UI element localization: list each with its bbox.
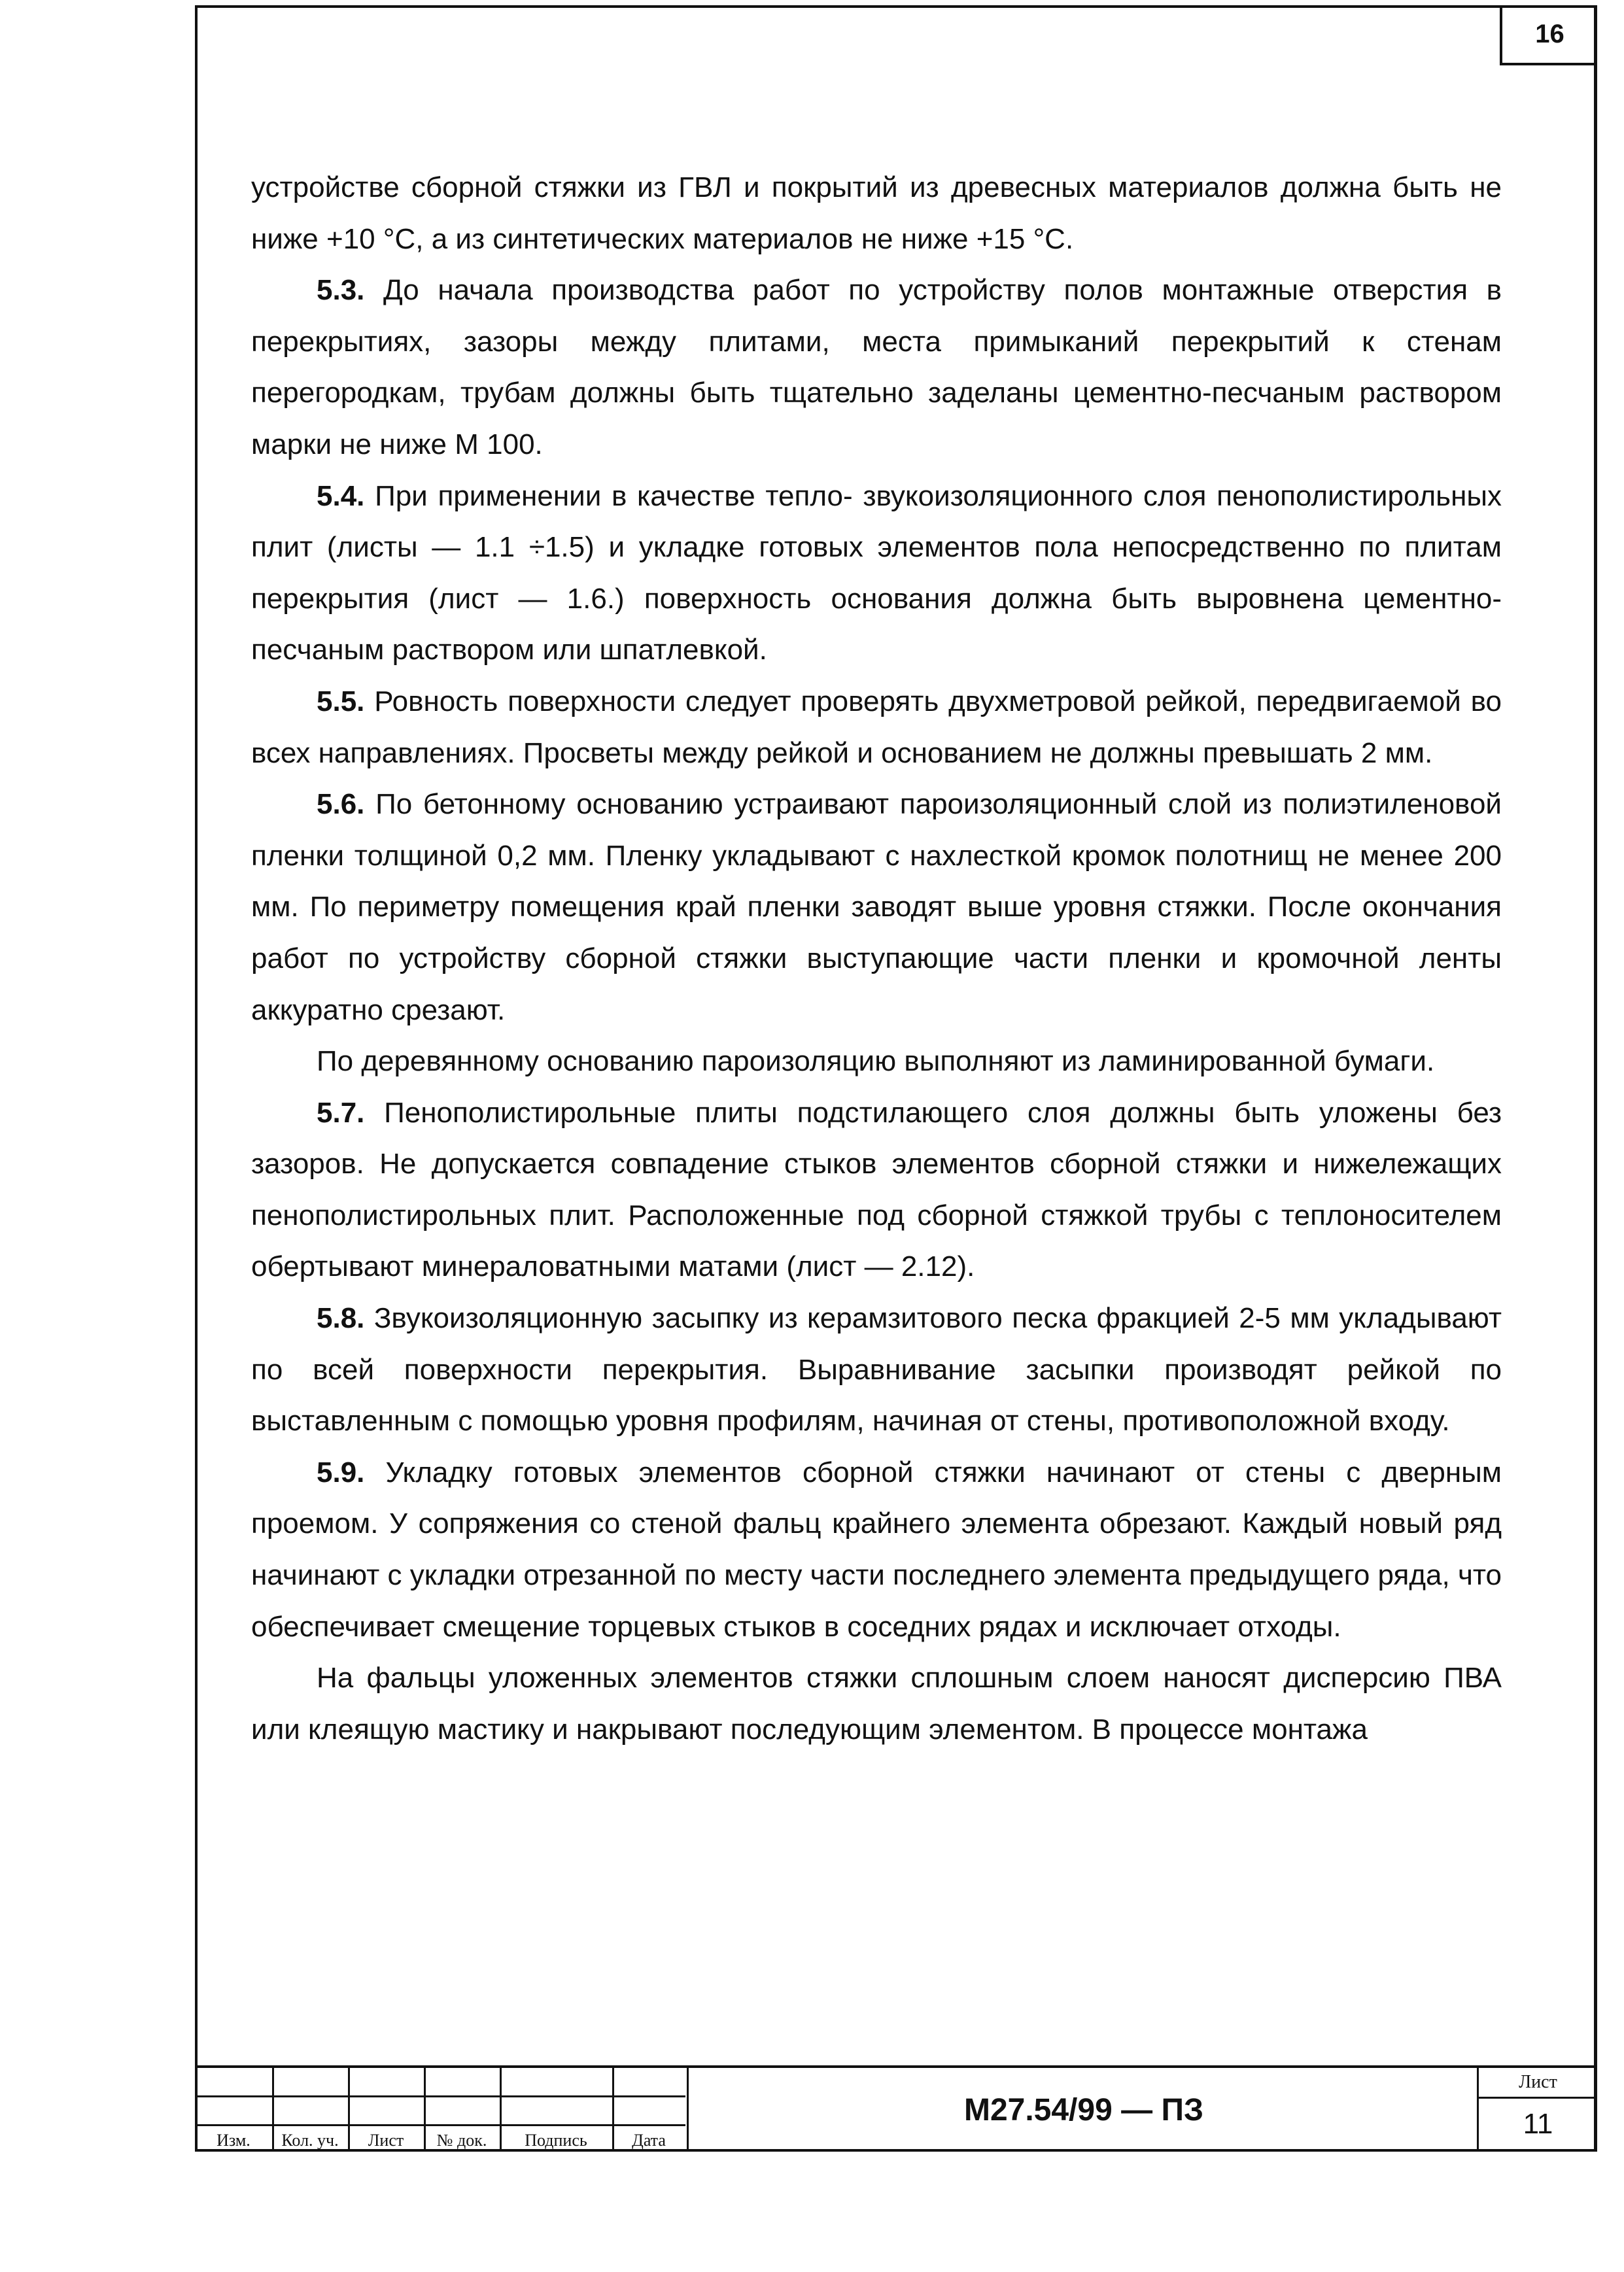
paragraph: [251, 471, 1502, 676]
document-body: [251, 162, 1502, 1755]
label-doc-number: № док.: [436, 2131, 487, 2150]
label-signature: Подпись: [525, 2131, 587, 2150]
clause-number: 5.4.: [317, 479, 365, 512]
clause-number: 5.8.: [317, 1302, 365, 1335]
paragraph: [251, 1036, 1502, 1088]
paragraph-text: Ровность поверхности следует проверять двухметровой рейкой, передвигаемой во всех направлениях. Просветы между рейкой и основанием не должны превышать 2 мм.: [251, 685, 1502, 769]
revision-table: [195, 2068, 685, 2152]
paragraph-text: На фальцы уложенных элементов стяжки сплошным слоем наносят дисперсию ПВА или клеящую мастику и накрывают последующим элементом. В процессе монтажа: [251, 1662, 1502, 1746]
clause-number: 5.6.: [317, 788, 365, 821]
clause-number: 5.9.: [317, 1456, 365, 1489]
label-list: Лист: [368, 2131, 404, 2150]
paragraph: [251, 676, 1502, 779]
paragraph: [251, 1447, 1502, 1653]
sheet-label: Лист: [1479, 2068, 1597, 2099]
paragraph: [251, 1653, 1502, 1755]
paragraph: [251, 162, 1502, 265]
corner-sheet-number: 16: [1500, 5, 1597, 65]
paragraph-text: Звукоизоляционную засыпку из керамзитового песка фракцией 2-5 мм укладывают по всей поверхности перекрытия. Выравнивание засыпки производят рейкой по выставленным с помощью уровня профилям, начиная от стены, противоположной входу.: [251, 1302, 1502, 1437]
paragraph: [251, 1088, 1502, 1293]
sheet-box: [1477, 2068, 1597, 2152]
paragraph: [251, 1293, 1502, 1447]
title-block: [195, 2065, 1597, 2152]
paragraph-text: По бетонному основанию устраивают пароизоляционный слой из полиэтиленовой пленки толщиной 0,2 мм. Пленку укладывают с нахлесткой кромок полотнищ не менее 200 мм. По периметру помещения край пленки заводят выше уровня стяжки. После окончания работ по устройству сборной стяжки выступающие части пленки и кромочной ленты аккуратно срезают.: [251, 788, 1502, 1026]
document-code: М27.54/99 — ПЗ: [687, 2068, 1479, 2152]
clause-number: 5.5.: [317, 685, 365, 717]
paragraph-text: Пенополистирольные плиты подстилающего слоя должны быть уложены без зазоров. Не допускается совпадение стыков элементов сборной стяжки и нижележащих пенополистирольных плит. Расположенные под сборной стяжкой трубы с теплоносителем обертывают минераловатными матами (лист — 2.12).: [251, 1096, 1502, 1283]
clause-number: 5.7.: [317, 1096, 365, 1129]
paragraph: [251, 265, 1502, 470]
label-izm: Изм.: [216, 2131, 251, 2150]
paragraph-text: До начала производства работ по устройству полов монтажные отверстия в перекрытиях, зазоры между плитами, места примыканий перекрытий к стенам перегородкам, трубам должны быть тщательно заделаны цементно-песчаным раствором марки не ниже М 100.: [251, 274, 1502, 460]
paragraph-text: При применении в качестве тепло- звукоизоляционного слоя пенополистирольных плит (листы — 1.1 ÷1.5) и укладке готовых элементов пола непосредственно по плитам перекрытия (лист — 1.6.) поверхность основания должна быть выровнена цементно-песчаным раствором или шпатлевкой.: [251, 479, 1502, 666]
sheet-number: 11: [1523, 2108, 1553, 2140]
label-kol-uch: Кол. уч.: [281, 2131, 339, 2150]
label-date: Дата: [632, 2131, 666, 2150]
paragraph-text: По деревянному основанию пароизоляцию выполняют из ламинированной бумаги.: [317, 1045, 1435, 1078]
paragraph-text: Укладку готовых элементов сборной стяжки начинают от стены с дверным проемом. У сопряжения со стеной фальц крайнего элемента обрезают. Каждый новый ряд начинают с укладки отрезанной по месту части последнего элемента предыдущего ряда, что обеспечивает смещение торцевых стыков в соседних рядах и исключает отходы.: [251, 1456, 1502, 1643]
paragraph-text: устройстве сборной стяжки из ГВЛ и покрытий из древесных материалов должна быть не ниже +10 °С, а из синтетических материалов не ниже +15 °С.: [251, 171, 1502, 255]
clause-number: 5.3.: [317, 274, 365, 307]
paragraph: [251, 779, 1502, 1036]
